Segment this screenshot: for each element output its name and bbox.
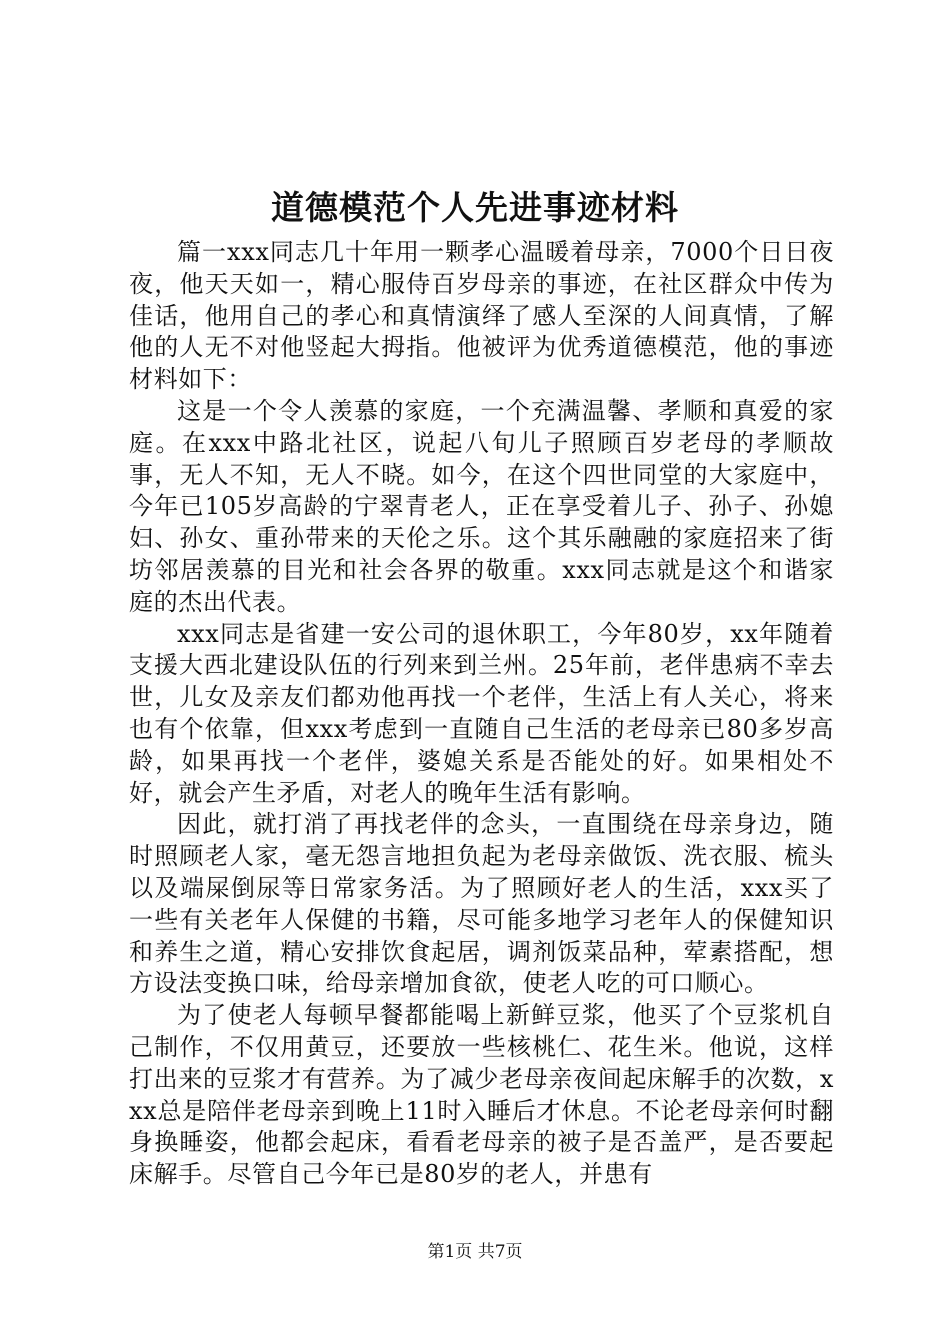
paragraph: xxx同志是省建一安公司的退休职工，今年80岁，xx年随着支援大西北建设队伍的行列来到兰州。25年前，老伴患病不幸去世，儿女及亲友们都劝他再找一个老伴，生活上有人关心，将来也有个依靠，但xxx考虑到一直随自己生活的老母亲已80多岁高龄，如果再找一个老伴，婆媳关系是否能处的好。如果相处不好，就会产生矛盾，对老人的晚年生活有影响。 [129, 619, 834, 807]
page-number-footer: 第1页 共7页 [427, 1242, 523, 1262]
document-title: 道德模范个人先进事迹材料 [271, 188, 679, 227]
paragraph: 这是一个令人羡慕的家庭，一个充满温馨、孝顺和真爱的家庭。在xxx中路北社区，说起八旬儿子照顾百岁老母的孝顺故事，无人不知，无人不晓。如今，在这个四世同堂的大家庭中，今年已105岁高龄的宁翠青老人，正在享受着儿子、孙子、孙媳妇、孙女、重孙带来的天伦之乐。这个其乐融融的家庭招来了街坊邻居羡慕的目光和社会各界的敬重。xxx同志就是这个和谐家庭的杰出代表。 [129, 396, 834, 616]
paragraph: 为了使老人每顿早餐都能喝上新鲜豆浆，他买了个豆浆机自己制作，不仅用黄豆，还要放一些核桃仁、花生米。他说，这样打出来的豆浆才有营养。为了减少老母亲夜间起床解手的次数，xxx总是陪伴老母亲到晚上11时入睡后才休息。不论老母亲何时翻身换睡姿，他都会起床，看看老母亲的被子是否盖严，是否要起床解手。尽管自己今年已是80岁的老人，并患有 [129, 1001, 834, 1189]
document-body [129, 237, 834, 1191]
paragraph: 篇一xxx同志几十年用一颗孝心温暖着母亲，7000个日日夜夜，他天天如一，精心服侍百岁母亲的事迹，在社区群众中传为佳话，他用自己的孝心和真情演绎了感人至深的人间真情，了解他的人无不对他竖起大拇指。他被评为优秀道德模范，他的事迹材料如下： [129, 238, 834, 394]
paragraph: 因此，就打消了再找老伴的念头，一直围绕在母亲身边，随时照顾老人家，毫无怨言地担负起为老母亲做饭、洗衣服、梳头以及端屎倒尿等日常家务活。为了照顾好老人的生活，xxx买了一些有关老年人保健的书籍，尽可能多地学习老年人的保健知识和养生之道，精心安排饮食起居，调剂饭菜品种，荤素搭配，想方设法变换口味，给母亲增加食欲，使老人吃的可口顺心。 [129, 810, 834, 998]
